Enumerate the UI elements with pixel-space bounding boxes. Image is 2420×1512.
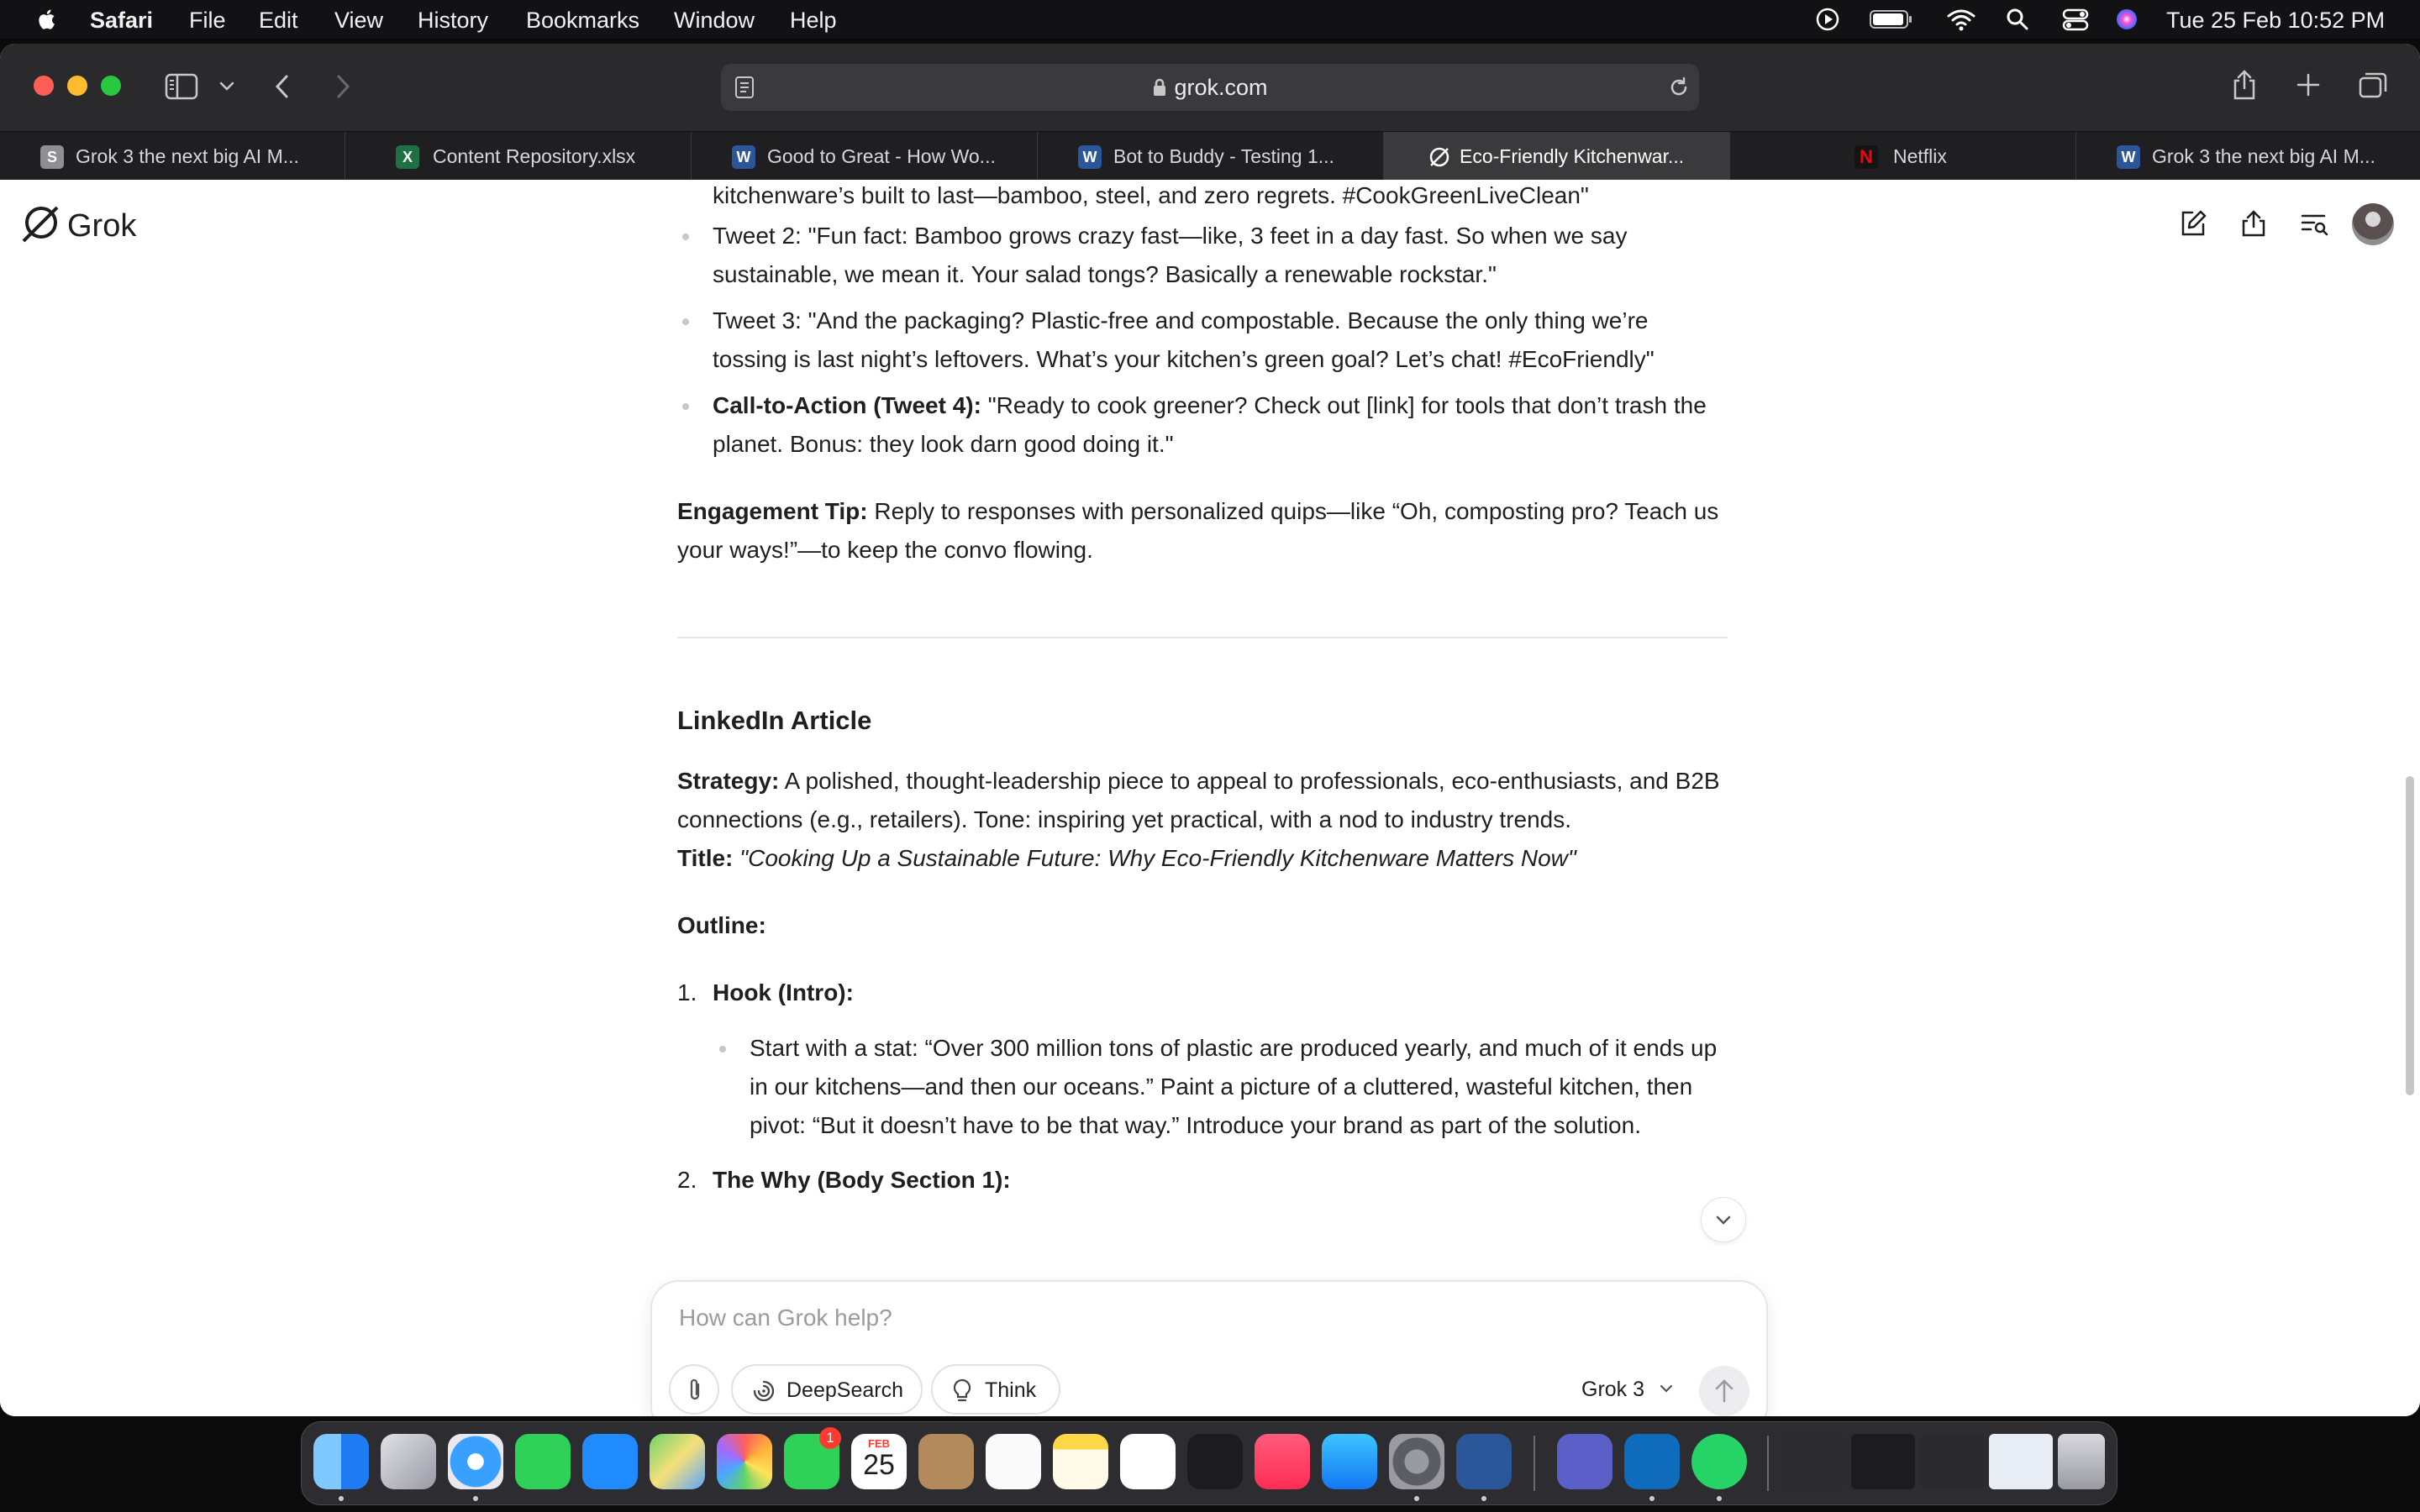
trash-icon[interactable] xyxy=(2058,1434,2105,1489)
deepsearch-label: DeepSearch xyxy=(786,1378,903,1402)
freeform-icon[interactable] xyxy=(1120,1434,1176,1489)
photos-icon[interactable] xyxy=(717,1434,772,1489)
outline-number: 2. xyxy=(677,1167,697,1193)
menu-window[interactable]: Window xyxy=(674,8,755,33)
calendar-icon[interactable] xyxy=(851,1434,907,1489)
word-icon: W xyxy=(1078,145,1102,169)
paperclip-icon xyxy=(683,1377,707,1404)
engagement-text: Reply to responses with personalized quips—like “Oh, composting pro? Teach us your ways!”—to keep the convo flowing. xyxy=(677,498,1719,563)
tab-label: Good to Great - How Wo... xyxy=(767,145,996,167)
siri-icon[interactable] xyxy=(2114,7,2139,32)
minimized-window-thumbnail[interactable] xyxy=(1782,1434,1846,1489)
tab-label: Bot to Buddy - Testing 1... xyxy=(1113,145,1334,167)
model-label: Grok 3 xyxy=(1581,1378,1645,1401)
contacts-icon[interactable] xyxy=(918,1434,974,1489)
microsoft-word-icon[interactable] xyxy=(1456,1434,1512,1489)
dock xyxy=(301,1421,2118,1505)
word-icon: W xyxy=(2117,145,2140,169)
system-settings-icon[interactable] xyxy=(1389,1434,1444,1489)
reload-icon[interactable] xyxy=(1667,76,1691,99)
running-indicator xyxy=(473,1496,478,1501)
running-indicator xyxy=(1414,1496,1419,1501)
tweet-1-text: kitchenware’s built to last—bamboo, steel, and zero regrets. #CookGreenLiveClean" xyxy=(713,182,1589,208)
bullet xyxy=(719,1046,726,1053)
outline-item-label: Hook (Intro): xyxy=(713,979,854,1005)
back-button[interactable] xyxy=(271,72,294,101)
grok-wordmark: Grok xyxy=(67,208,137,244)
running-indicator xyxy=(339,1496,344,1501)
menu-file[interactable]: File xyxy=(189,8,226,33)
prompt-input[interactable] xyxy=(677,1304,1689,1332)
linkedin-heading: LinkedIn Article xyxy=(677,706,872,735)
menu-app-name[interactable]: Safari xyxy=(90,8,154,33)
dock-separator xyxy=(1767,1436,1769,1491)
tab-grok-3-article[interactable] xyxy=(0,132,345,181)
tab-label: Netflix xyxy=(1893,145,1947,167)
messages-icon[interactable] xyxy=(515,1434,571,1489)
app-store-icon[interactable] xyxy=(1322,1434,1377,1489)
chevron-down-icon xyxy=(1659,1383,1674,1394)
url-text[interactable] xyxy=(721,75,1699,101)
list-item xyxy=(750,1029,1728,1145)
title-paragraph xyxy=(677,839,1728,878)
bullet xyxy=(682,318,689,325)
share-icon[interactable] xyxy=(2232,69,2257,101)
send-button[interactable] xyxy=(1699,1366,1749,1416)
attach-button[interactable] xyxy=(669,1364,719,1415)
cta-label: Call-to-Action (Tweet 4): xyxy=(713,392,981,418)
browser-toolbar xyxy=(0,44,2420,131)
title-text: "Cooking Up a Sustainable Future: Why Eco-Friendly Kitchenware Matters Now" xyxy=(739,845,1576,871)
apple-tv-icon[interactable] xyxy=(1187,1434,1243,1489)
mail-icon[interactable] xyxy=(582,1434,638,1489)
engagement-tip xyxy=(677,492,1728,570)
grok-favicon-icon xyxy=(1428,145,1451,169)
strategy-text: A polished, thought-leadership piece to appeal to professionals, eco-enthusiasts, and B2B connections (e.g., retailers). Tone: inspiring yet practical, with a nod to industry trends. xyxy=(677,768,1720,832)
strategy-label: Strategy: xyxy=(677,768,780,794)
outline-number: 1. xyxy=(677,979,697,1005)
minimize-window-button[interactable] xyxy=(67,76,87,96)
page-scrollbar[interactable] xyxy=(2406,776,2414,1095)
scroll-to-bottom-button[interactable] xyxy=(1701,1197,1746,1242)
list-item xyxy=(713,386,1728,464)
menu-view[interactable]: View xyxy=(334,8,384,33)
lock-icon xyxy=(1152,78,1167,97)
strategy-paragraph xyxy=(677,762,1728,839)
notes-icon[interactable] xyxy=(1053,1434,1108,1489)
tweet-3-text: Tweet 3: "And the packaging? Plastic-free and compostable. Because the only thing we’re tossing is last night’s leftovers. What’s your kitchen’s green goal? Let’s chat! #EcoFriendly" xyxy=(713,307,1655,372)
tab-favicon: S xyxy=(40,145,64,169)
close-window-button[interactable] xyxy=(34,76,54,96)
url-label: grok.com xyxy=(1174,75,1268,100)
tab-overview-icon[interactable] xyxy=(2358,71,2388,99)
safari-icon[interactable] xyxy=(448,1434,503,1489)
outline-heading xyxy=(677,906,1728,945)
outline-item-label: The Why (Body Section 1): xyxy=(713,1167,1011,1193)
forward-button[interactable] xyxy=(331,72,355,101)
now-playing-icon[interactable] xyxy=(1815,7,1840,32)
microsoft-outlook-icon[interactable] xyxy=(1624,1434,1680,1489)
sidebar-toggle-icon[interactable] xyxy=(165,72,198,101)
grok-logo-icon xyxy=(18,202,62,245)
tab-label: Grok 3 the next big AI M... xyxy=(2152,145,2375,167)
tab-grok-3-doc[interactable] xyxy=(2076,132,2420,181)
running-indicator xyxy=(1481,1496,1486,1501)
music-icon[interactable] xyxy=(1255,1434,1310,1489)
chevron-down-icon xyxy=(1713,1210,1733,1230)
grok-logo[interactable] xyxy=(18,202,145,245)
bullet xyxy=(682,234,689,240)
minimized-window-thumbnail[interactable] xyxy=(1851,1434,1915,1489)
chevron-down-icon[interactable] xyxy=(218,79,235,94)
tab-content-repository[interactable] xyxy=(345,132,692,181)
tab-good-to-great[interactable] xyxy=(692,132,1038,181)
microsoft-teams-icon[interactable] xyxy=(1557,1434,1612,1489)
list-item xyxy=(713,302,1728,379)
zoom-window-button[interactable] xyxy=(101,76,121,96)
deepsearch-button[interactable] xyxy=(731,1364,923,1415)
title-label: Title: xyxy=(677,845,734,871)
word-icon: W xyxy=(732,145,755,169)
think-button[interactable] xyxy=(931,1364,1060,1415)
netflix-icon: N xyxy=(1854,145,1878,169)
calendar-month: FEB xyxy=(868,1437,890,1450)
spotlight-search-icon[interactable] xyxy=(2005,7,2030,32)
menu-bookmarks[interactable]: Bookmarks xyxy=(526,8,640,33)
menubar-clock[interactable]: Tue 25 Feb 10:52 PM xyxy=(2166,8,2386,33)
model-selector[interactable] xyxy=(1581,1378,1674,1402)
tab-eco-friendly-kitchenware[interactable] xyxy=(1384,132,1730,181)
menu-history[interactable]: History xyxy=(418,8,489,33)
tab-bar xyxy=(0,131,2420,181)
excel-icon: X xyxy=(396,145,419,169)
launchpad-icon[interactable] xyxy=(381,1434,436,1489)
apple-logo-icon[interactable] xyxy=(34,6,60,33)
hook-detail-text: Start with a stat: “Over 300 million tons of plastic are produced yearly, and much of it ends up in our kitchens—and then our oceans.” Paint a picture of a cluttered, wasteful kitchen, then pivot: “But it doesn’t have to be that way.” Introduce your brand as part of the solution. xyxy=(750,1035,1718,1138)
cta-text: "Ready to cook greener? Check out [link] for tools that don’t trash the planet. Bonus: they look darn good doing it." xyxy=(713,392,1707,457)
menu-help[interactable]: Help xyxy=(790,8,837,33)
deepsearch-icon xyxy=(751,1378,776,1404)
new-chat-icon[interactable] xyxy=(2178,208,2208,239)
control-center-icon[interactable] xyxy=(2062,7,2089,32)
engagement-label: Engagement Tip: xyxy=(677,498,868,524)
message-composer xyxy=(650,1280,1768,1416)
tab-label: Content Repository.xlsx xyxy=(433,145,636,167)
tweet-1-tail xyxy=(713,180,1728,215)
outline-label: Outline: xyxy=(677,912,766,938)
arrow-up-icon xyxy=(1713,1378,1735,1404)
bullet xyxy=(682,403,689,410)
calendar-day: 25 xyxy=(863,1449,895,1481)
lightbulb-icon xyxy=(951,1378,973,1404)
tab-label: Eco-Friendly Kitchenwar... xyxy=(1460,145,1685,167)
tweet-2-text: Tweet 2: "Fun fact: Bamboo grows crazy fast—like, 3 feet in a day fast. So when we say sustainable, we mean it. Your salad tongs? Basically a renewable rockstar." xyxy=(713,223,1628,287)
maps-icon[interactable] xyxy=(650,1434,705,1489)
user-avatar[interactable] xyxy=(2352,203,2394,245)
tab-netflix[interactable] xyxy=(1730,132,2076,181)
running-indicator xyxy=(1717,1496,1722,1501)
menu-edit[interactable]: Edit xyxy=(259,8,298,33)
menu-bar xyxy=(0,0,2420,39)
safari-window xyxy=(0,44,2420,1416)
new-tab-icon[interactable] xyxy=(2296,72,2321,97)
minimized-window-thumbnail[interactable] xyxy=(1920,1434,1984,1489)
list-item xyxy=(713,217,1728,294)
address-bar[interactable] xyxy=(721,64,1699,111)
reminders-icon[interactable] xyxy=(986,1434,1041,1489)
finder-icon[interactable] xyxy=(313,1434,369,1489)
running-indicator xyxy=(1649,1496,1655,1501)
battery-icon[interactable] xyxy=(1869,7,1914,32)
dock-separator xyxy=(1534,1436,1535,1491)
section-divider xyxy=(677,637,1728,638)
wifi-icon[interactable] xyxy=(1946,7,1976,32)
tab-bot-to-buddy[interactable] xyxy=(1038,132,1384,181)
tab-label: Grok 3 the next big AI M... xyxy=(76,145,299,167)
minimized-window-thumbnail[interactable] xyxy=(1989,1434,2053,1489)
share-conversation-icon[interactable] xyxy=(2238,208,2269,239)
facetime-badge: 1 xyxy=(819,1427,841,1449)
grok-page xyxy=(0,180,2420,1416)
history-search-icon[interactable] xyxy=(2299,208,2329,239)
think-label: Think xyxy=(985,1378,1037,1402)
whatsapp-icon[interactable] xyxy=(1691,1434,1747,1489)
